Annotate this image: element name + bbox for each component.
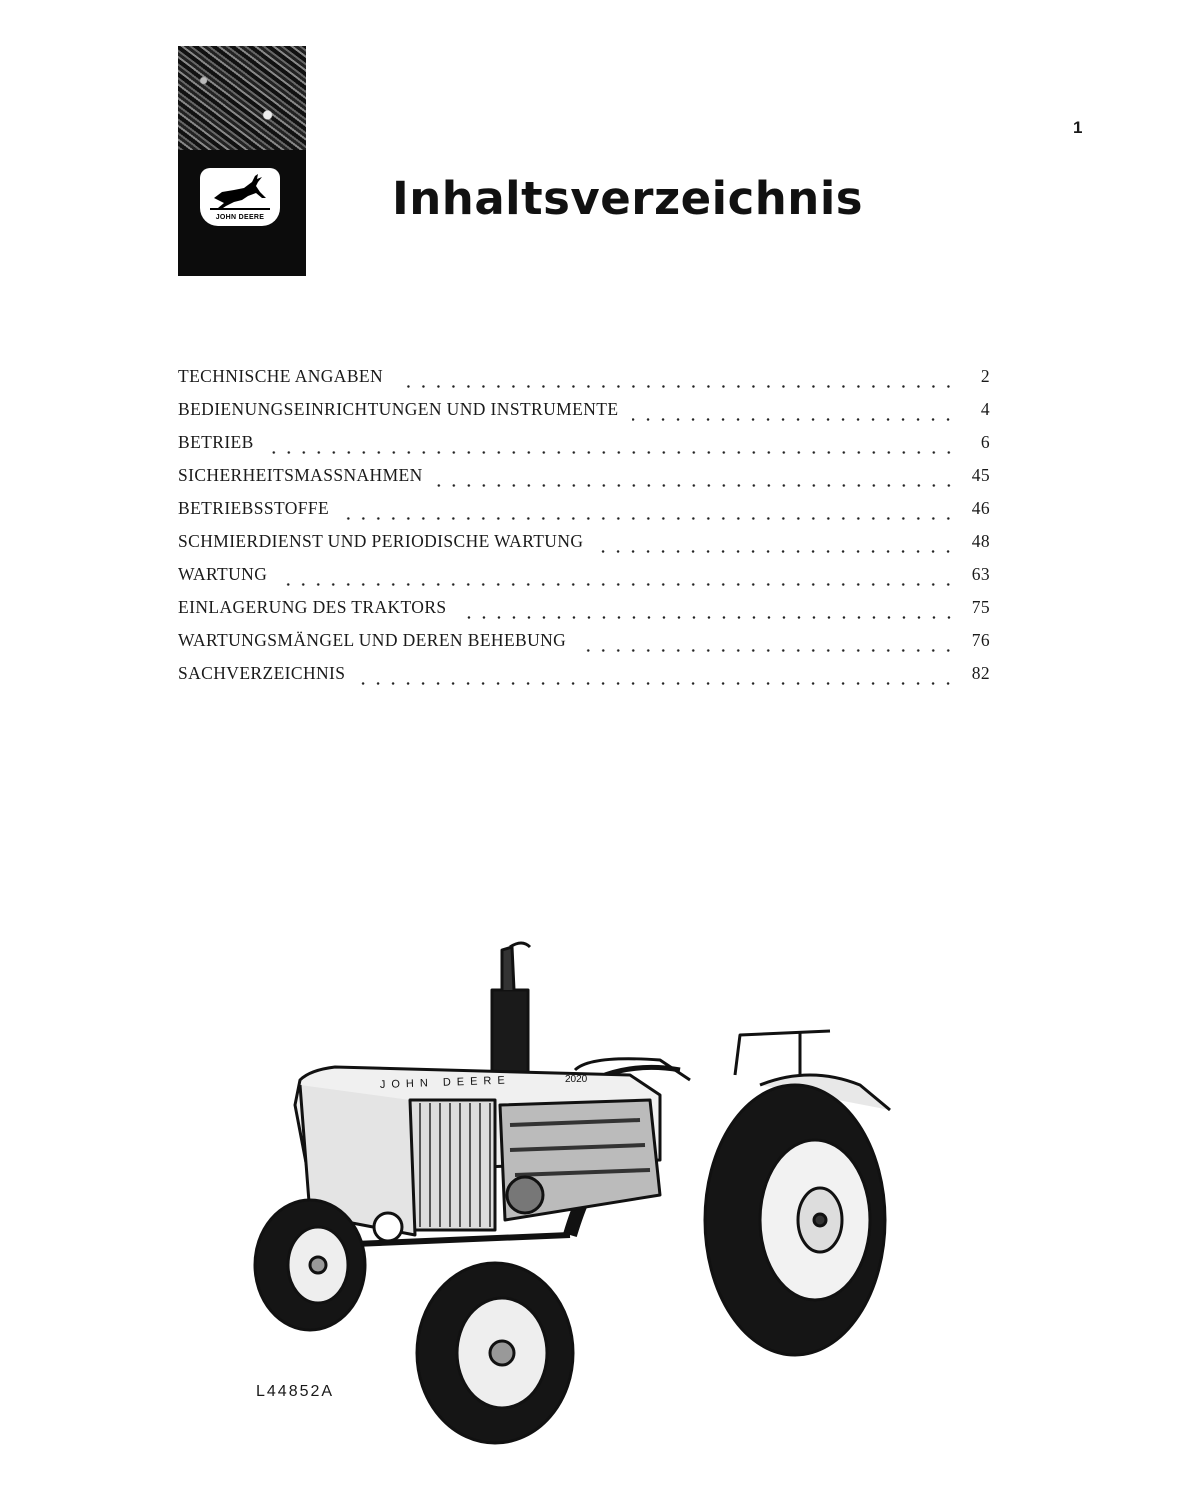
dot-leader (461, 616, 956, 619)
logo-badge (200, 168, 280, 226)
toc-entry[interactable] (178, 597, 990, 630)
toc-entry-page: 48 (971, 531, 990, 551)
toc-entry-page: 63 (971, 564, 990, 584)
page-title: Inhaltsverzeichnis (392, 172, 864, 225)
toc-entry-page: 82 (971, 663, 990, 683)
page-number: 1 (1073, 118, 1083, 137)
toc-entry-page: 2 (980, 366, 990, 386)
toc-entry[interactable] (178, 399, 990, 432)
dot-leader (359, 682, 956, 685)
dot-leader (597, 550, 956, 553)
grille (410, 1100, 495, 1230)
toc-entry[interactable] (178, 630, 990, 663)
toc-entry[interactable] (178, 366, 990, 399)
figure-caption: L44852A (256, 1383, 335, 1400)
toc-entry[interactable] (178, 465, 990, 498)
headlight (374, 1213, 402, 1241)
toc-entry-label: BEDIENUNGSEINRICHTUNGEN UND INSTRUMENTE (178, 399, 619, 419)
toc-entry-page: 45 (971, 465, 990, 485)
logo-text: JOHN DEERE (215, 214, 265, 221)
toc-entry-label: WARTUNGSMÄNGEL UND DEREN BEHEBUNG (178, 630, 567, 650)
toc-entry-page: 46 (971, 498, 990, 518)
toc-entry[interactable] (178, 432, 990, 465)
toc-entry[interactable] (178, 564, 990, 597)
dot-leader (268, 451, 956, 454)
dot-leader (343, 517, 956, 520)
toc-entry[interactable] (178, 498, 990, 531)
toc-entry-label: EINLAGERUNG DES TRAKTORS (178, 597, 447, 617)
toc-entry-page: 75 (971, 597, 990, 617)
toc-entry-page: 76 (971, 630, 990, 650)
toc-entry[interactable] (178, 531, 990, 564)
toc-entry-label: SCHMIERDIENST UND PERIODISCHE WARTUNG (178, 531, 584, 551)
toc-entry-label: BETRIEBSSTOFFE (178, 498, 330, 518)
toc-entry-page: 6 (980, 432, 990, 452)
dot-leader (397, 385, 956, 388)
toc-entry-label: SICHERHEITSMASSNAHMEN (178, 465, 423, 485)
tractor-model-text: 2020 (565, 1074, 588, 1085)
dot-leader (437, 484, 956, 487)
dot-leader (632, 418, 956, 421)
toc-entry-label: BETRIEB (178, 432, 254, 452)
toc-entry[interactable] (178, 663, 990, 696)
dot-leader (281, 583, 956, 586)
table-of-contents (178, 366, 990, 696)
tractor-hood-text: JOHN DEERE (379, 1074, 511, 1091)
tractor-illustration (240, 935, 900, 1455)
toc-entry-label: SACHVERZEICHNIS (178, 663, 346, 683)
john-deere-logo (178, 46, 306, 276)
toc-entry-label: WARTUNG (178, 564, 268, 584)
toc-entry-label: TECHNISCHE ANGABEN (178, 366, 384, 386)
toc-entry-page: 4 (980, 399, 990, 419)
logo-black-panel (178, 150, 306, 276)
dot-leader (580, 649, 956, 652)
